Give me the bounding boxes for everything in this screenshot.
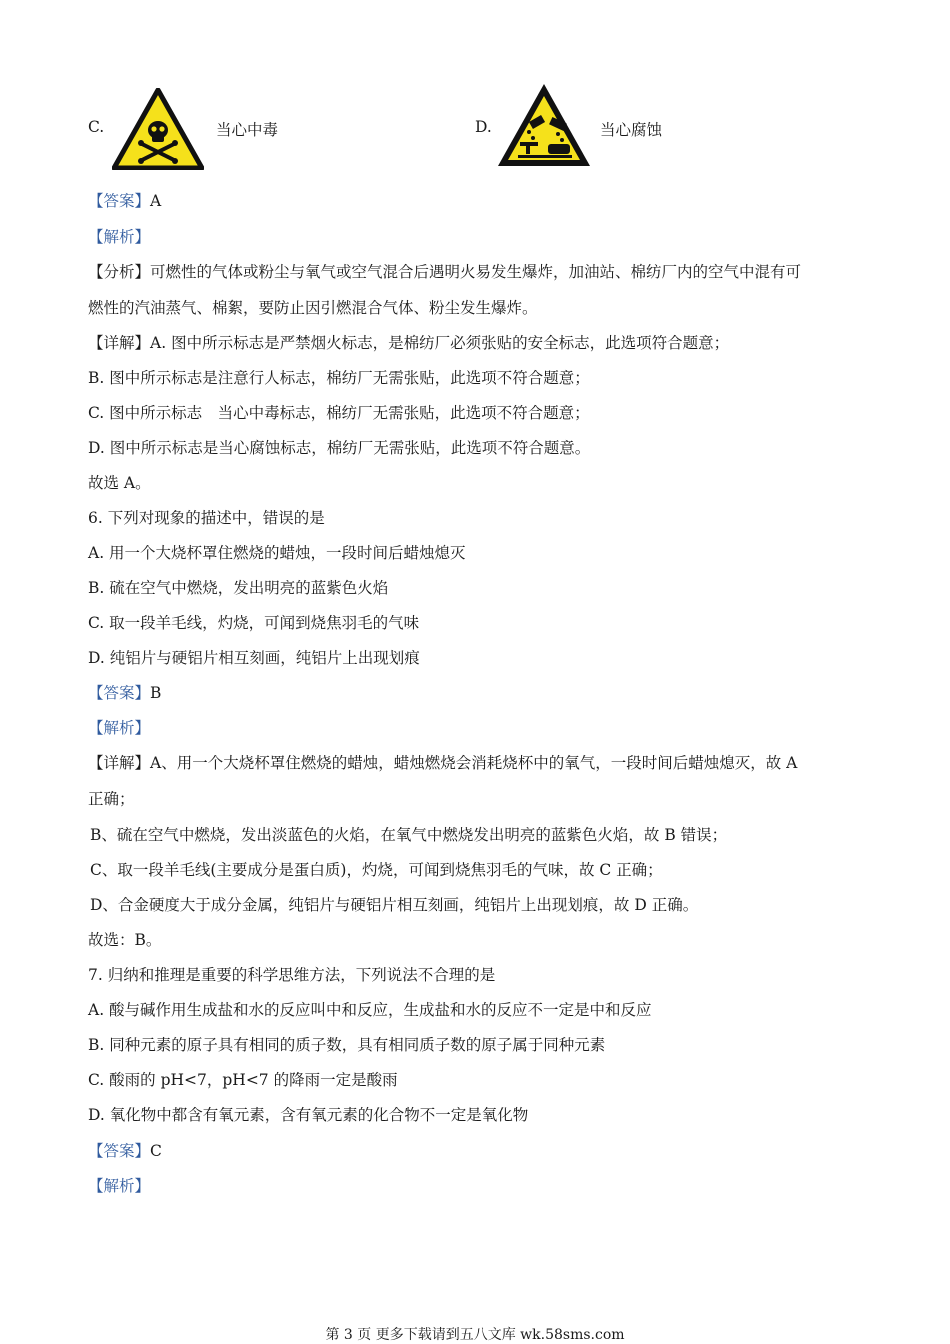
q5-fenxi-line-1: 【分析】可燃性的气体或粉尘与氧气或空气混合后遇明火易发生爆炸，加油站、棉纺厂内的空气中混有可 bbox=[88, 263, 802, 281]
q5-analysis-tag: 【解析】 bbox=[88, 228, 151, 246]
q5-detail-a: 【详解】A. 图中所示标志是严禁烟火标志，是棉纺厂必须张贴的安全标志，此选项符合题意； bbox=[88, 334, 730, 352]
q5-detail-b: B. 图中所示标志是注意行人标志，棉纺厂无需张贴，此选项不符合题意； bbox=[88, 369, 590, 387]
option-d-label: 当心腐蚀 bbox=[600, 121, 663, 139]
skull-crossbones-icon bbox=[112, 88, 204, 170]
corrosive-icon bbox=[496, 82, 592, 168]
q6-option-d: D. 纯铝片与硬铝片相互刻画，纯铝片上出现划痕 bbox=[88, 649, 420, 667]
q6-option-a: A. 用一个大烧杯罩住燃烧的蜡烛，一段时间后蜡烛熄灭 bbox=[88, 544, 466, 562]
q7-answer-line bbox=[88, 1141, 162, 1161]
q7-answer: C bbox=[150, 1142, 162, 1160]
q7-analysis-tag: 【解析】 bbox=[88, 1177, 151, 1195]
q6-detail-d: D、合金硬度大于成分金属，纯铝片与硬铝片相互刻画，纯铝片上出现划痕，故 D 正确。 bbox=[90, 896, 699, 914]
q6-detail-a-line-2: 正确； bbox=[88, 790, 135, 808]
q6-stem: 6. 下列对现象的描述中，错误的是 bbox=[88, 509, 325, 527]
q6-conclusion: 故选：B。 bbox=[88, 931, 162, 949]
q6-detail-c: C、取一段羊毛线(主要成分是蛋白质)，灼烧，可闻到烧焦羽毛的气味，故 C 正确； bbox=[90, 861, 663, 879]
q7-option-d: D. 氧化物中都含有氧元素，含有氧元素的化合物不一定是氧化物 bbox=[88, 1106, 529, 1124]
answer-tag: 【答案】 bbox=[88, 192, 151, 210]
option-d-letter: D. bbox=[475, 118, 492, 136]
q6-option-b: B. 硫在空气中燃烧，发出明亮的蓝紫色火焰 bbox=[88, 579, 389, 597]
page-footer: 第 3 页 更多下载请到五八文库 wk.58sms.com bbox=[325, 1327, 625, 1343]
q5-detail-c: C. 图中所示标志 当心中毒标志，棉纺厂无需张贴，此选项不符合题意； bbox=[88, 404, 590, 422]
option-c-letter: C. bbox=[88, 118, 105, 136]
q5-fenxi-line-2: 燃性的汽油蒸气、棉絮，要防止因引燃混合气体、粉尘发生爆炸。 bbox=[88, 299, 538, 317]
q6-detail-b: B、硫在空气中燃烧，发出淡蓝色的火焰，在氧气中燃烧发出明亮的蓝紫色火焰，故 B 错误； bbox=[90, 826, 728, 844]
q5-detail-d: D. 图中所示标志是当心腐蚀标志，棉纺厂无需张贴，此选项不符合题意。 bbox=[88, 439, 591, 457]
q7-option-b: B. 同种元素的原子具有相同的质子数，具有相同质子数的原子属于同种元素 bbox=[88, 1036, 606, 1054]
q5-conclusion: 故选 A。 bbox=[88, 474, 151, 492]
q5-answer-line bbox=[88, 191, 161, 211]
q7-option-a: A. 酸与碱作用生成盐和水的反应叫中和反应，生成盐和水的反应不一定是中和反应 bbox=[88, 1001, 652, 1019]
q6-option-c: C. 取一段羊毛线，灼烧，可闻到烧焦羽毛的气味 bbox=[88, 614, 420, 632]
q6-detail-a-line-1: 【详解】A、用一个大烧杯罩住燃烧的蜡烛，蜡烛燃烧会消耗烧杯中的氧气，一段时间后蜡烛熄灭，故 A bbox=[88, 754, 798, 772]
q6-answer-line bbox=[88, 683, 161, 703]
q6-analysis-tag: 【解析】 bbox=[88, 719, 151, 737]
q7-stem: 7. 归纳和推理是重要的科学思维方法，下列说法不合理的是 bbox=[88, 966, 496, 984]
q5-answer: A bbox=[150, 192, 162, 210]
answer-tag: 【答案】 bbox=[88, 684, 151, 702]
option-c-label: 当心中毒 bbox=[216, 121, 279, 139]
answer-tag: 【答案】 bbox=[88, 1142, 151, 1160]
q6-answer: B bbox=[150, 684, 162, 702]
q7-option-c: C. 酸雨的 pH<7，pH<7 的降雨一定是酸雨 bbox=[88, 1071, 398, 1089]
